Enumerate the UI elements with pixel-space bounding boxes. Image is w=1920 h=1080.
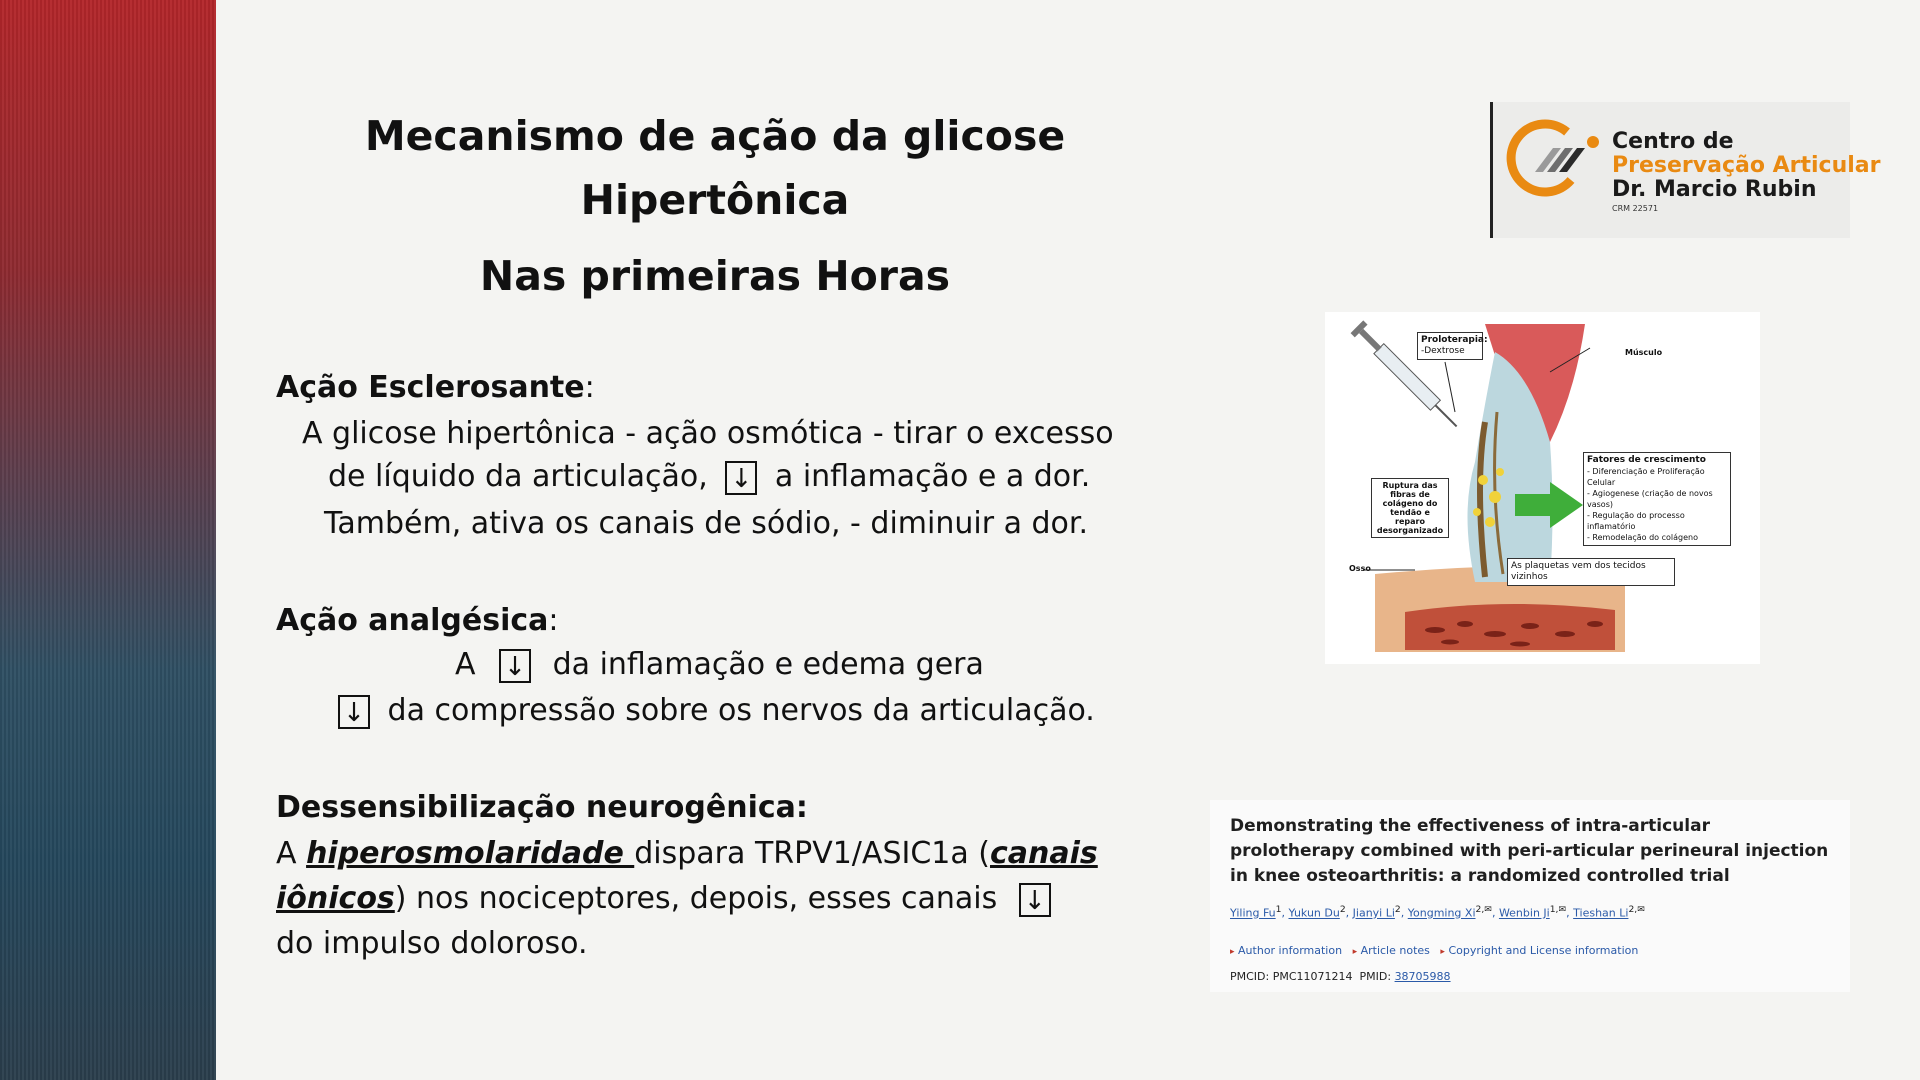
section1-heading-row [276,370,595,405]
pmid-link[interactable]: 38705988 [1394,970,1451,983]
down-arrow-icon: ↓ [1019,883,1051,917]
down-arrow-icon: ↓ [499,649,531,683]
term-ionicos: iônicos [276,881,395,916]
triangle-right-icon: ▸ [1352,947,1358,957]
section1-line3: Também, ativa os canais de sódio, - diminuir a dor. [324,506,1089,541]
section2-line2 [338,693,1095,729]
label-osso: Osso [1349,564,1371,573]
author-link[interactable]: Jianyi Li [1352,906,1395,920]
author-link[interactable]: Yukun Du [1288,906,1340,920]
label-fatores: Fatores de crescimento - Diferenciação e Proliferação Celular - Agiogenese (criação de novos vasos) - Regulação do processo inflamatório - Remodelação do colágeno [1583,452,1731,546]
label-ruptura: Ruptura das fibras de colágeno do tendão e reparo desorganizado [1371,478,1449,538]
article-ids: PMCID: PMC11071214 PMID: 38705988 [1230,970,1451,983]
copyright-link[interactable]: Copyright and License information [1448,944,1639,957]
section2-line1a: A [455,647,476,682]
article-links [1230,944,1638,957]
article-notes-link[interactable]: Article notes [1360,944,1430,957]
section1-line1: A glicose hipertônica - ação osmótica - tirar o excesso [302,416,1114,451]
term-hiperosmolaridade: hiperosmolaridade [306,836,635,871]
down-arrow-icon: ↓ [725,461,757,495]
label-proloterapia: Proloterapia: -Dextrose [1417,332,1483,360]
section2-line1 [455,647,984,683]
section3-heading: Dessensibilização neurogênica: [276,790,808,825]
article-authors: Yiling Fu$^1$, Yukun Du$^2$, Jianyi Li$^2$, Yongming $Xi^{2,✉}$, Wenbin $Ji^{1,✉}$, Tieshan $Li^{2,✉}$ [1230,904,1645,920]
section1-heading: Ação Esclerosante [276,370,585,405]
section2-heading: Ação analgésica [276,603,549,638]
section1-line2b: a inflamação e a dor. [774,459,1091,494]
author-link[interactable]: Tieshan Li [1573,906,1629,920]
term-canais: canais [990,836,1098,871]
author-link[interactable]: Yongming Xi [1407,906,1476,920]
prolotherapy-illustration [1325,312,1760,664]
label-musculo: Músculo [1625,348,1663,357]
triangle-right-icon: ▸ [1440,947,1445,957]
section2-colon: : [548,603,559,638]
triangle-right-icon: ▸ [1230,947,1235,957]
section1-line2a: de líquido da articulação, [328,459,708,494]
section1-colon: : [584,370,595,405]
section1-line2 [328,459,1090,495]
clinic-logo-mark-icon [1505,112,1605,202]
title-line-2: Hipertônica [580,176,850,224]
clinic-logo-text: Centro de Preservação Articular Dr. Marcio Rubin CRM 22571 [1612,129,1881,213]
author-information-link[interactable]: Author information [1238,944,1343,957]
article-citation-card [1210,800,1850,992]
down-arrow-icon: ↓ [338,695,370,729]
author-link[interactable]: Wenbin Ji [1498,906,1550,920]
title-line-1: Mecanismo de ação da glicose [364,112,1066,160]
section3-line3: do impulso doloroso. [276,926,588,961]
decorative-side-band [0,0,216,1080]
section2-line2-text: da compressão sobre os nervos da articulação. [387,693,1095,728]
slide-subtitle: Nas primeiras Horas [479,252,951,300]
section3-line2: iônicos) nos nociceptores, depois, esses canais ↓ [276,881,1051,917]
section2-heading-row [276,603,559,638]
slide-title [340,104,1090,232]
article-title: Demonstrating the effectiveness of intra-articular prolotherapy combined with peri-articular perineural injection in knee osteoarthritis: a randomized controlled trial [1230,816,1829,886]
label-plaquetas: As plaquetas vem dos tecidos vizinhos [1507,558,1675,586]
section3-line1: A hiperosmolaridade dispara TRPV1/ASIC1a (canais [276,836,1098,871]
author-link[interactable]: Yiling Fu [1230,906,1276,920]
section2-line1b: da inflamação e edema gera [552,647,984,682]
logo-divider [1490,102,1493,238]
